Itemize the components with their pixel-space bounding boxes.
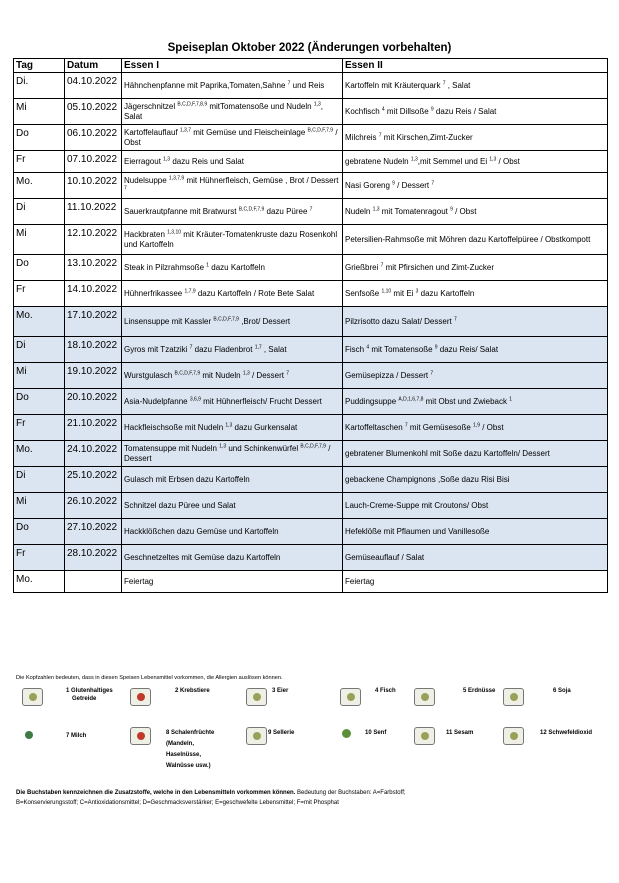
allergen-code: 7 — [124, 184, 127, 191]
meal-text: mit Kräuter-Tomatenkruste dazu Rosenkohl und Kartoffeln — [124, 229, 338, 249]
meal-text: Gulasch mit Erbsen dazu Kartoffeln — [124, 474, 250, 484]
cell-tag: Fr — [14, 545, 65, 571]
allergen-code: 7 — [378, 132, 382, 139]
meal-text: Fisch — [345, 344, 367, 354]
meal-text: mit Kirschen,Zimt-Zucker — [381, 132, 473, 142]
meal-text: / Dessert — [394, 180, 432, 190]
allergen-code: 9 — [450, 206, 453, 213]
allergen-code: B,C,D,F,7,9 — [300, 443, 326, 450]
cell-essen1 — [122, 151, 343, 173]
allergen-code: 4 — [366, 344, 370, 351]
cell-essen1 — [122, 493, 343, 519]
cell-essen1 — [122, 571, 343, 593]
meal-text: Feiertag — [124, 576, 154, 586]
legend-4: 4 Fisch — [375, 688, 396, 694]
table-row — [14, 337, 608, 363]
footer-bold: Die Buchstaben kennzeichnen die Zusatzstoffe, welche in den Lebensmitteln vorkommen können. — [16, 790, 296, 796]
cell-essen1 — [122, 519, 343, 545]
meal-text: Puddingsuppe — [345, 396, 399, 406]
legend-6: 6 Soja — [553, 688, 571, 694]
allergen-code: B,C,D,F,7,9 — [238, 206, 265, 213]
cell-datum: 18.10.2022 — [65, 337, 122, 363]
meal-text: dazu Püree — [264, 206, 310, 216]
cell-datum: 10.10.2022 — [65, 173, 122, 199]
allergen-code: 7 — [286, 370, 289, 377]
cell-essen2 — [343, 363, 608, 389]
cell-datum: 19.10.2022 — [65, 363, 122, 389]
cell-essen2 — [343, 281, 608, 307]
sesame-icon — [414, 727, 435, 745]
meal-text: Jägerschnitzel — [124, 101, 178, 111]
cell-datum: 07.10.2022 — [65, 151, 122, 173]
allergen-code: 1,3 — [242, 370, 250, 377]
allergen-code: 1 — [509, 396, 512, 403]
meal-text: / Obst — [496, 156, 520, 166]
meal-text: Pilzrisotto dazu Salat/ Dessert — [345, 316, 454, 326]
meal-text: Hackbraten — [124, 229, 168, 239]
cell-essen2 — [343, 125, 608, 151]
cell-tag: Fr — [14, 281, 65, 307]
meal-text: Schnitzel dazu Püree und Salat — [124, 500, 236, 510]
allergen-code: 7 — [309, 206, 313, 213]
meal-text: dazu Kartoffeln / Rote Bete Salat — [195, 288, 315, 298]
meal-text: und Reis — [290, 80, 325, 90]
meal-text: Steak in Pilzrahmsoße — [124, 262, 207, 272]
allergen-code: 1,10 — [381, 288, 392, 295]
meal-text: Gyros mit Tzatziki — [124, 344, 190, 354]
cell-essen2 — [343, 73, 608, 99]
allergen-code: A,D,1,6,7,8 — [398, 396, 424, 403]
allergen-code: 1,3,7 — [179, 127, 192, 134]
meal-text: gebratene Nudeln — [345, 156, 411, 166]
cell-datum: 17.10.2022 — [65, 307, 122, 337]
legend-2: 2 Krebstiere — [175, 688, 210, 694]
cell-datum: 05.10.2022 — [65, 99, 122, 125]
cell-datum: 25.10.2022 — [65, 467, 122, 493]
cell-essen2 — [343, 467, 608, 493]
table-row — [14, 571, 608, 593]
egg-icon — [246, 688, 267, 706]
meal-text: Sauerkrautpfanne mit Bratwurst — [124, 206, 239, 216]
table-row — [14, 173, 608, 199]
cell-tag: Di. — [14, 73, 65, 99]
table-row — [14, 255, 608, 281]
meal-text: mit Gemüsesoße — [407, 422, 474, 432]
meal-text: , Salat — [124, 101, 324, 121]
cell-datum: 20.10.2022 — [65, 389, 122, 415]
legend-8-label2: (Mandeln, — [166, 741, 194, 747]
cell-essen1 — [122, 415, 343, 441]
meal-text: / Obst — [452, 206, 477, 216]
meal-text: dazu Reis / Salat — [433, 106, 497, 116]
meal-text: und Schinkenwürfel — [226, 443, 301, 453]
cell-tag: Di — [14, 337, 65, 363]
sulfite-icon — [503, 727, 524, 745]
cell-datum: 24.10.2022 — [65, 441, 122, 467]
cell-essen2 — [343, 493, 608, 519]
cell-tag: Mo. — [14, 307, 65, 337]
meal-text: Hähnchenpfanne mit Paprika,Tomaten,Sahne — [124, 80, 288, 90]
cell-essen2 — [343, 99, 608, 125]
meal-text: Geschnetzeltes mit Gemüse dazu Kartoffeln — [124, 552, 281, 562]
cell-tag: Do — [14, 255, 65, 281]
table-row — [14, 151, 608, 173]
cell-essen2 — [343, 173, 608, 199]
meal-text: mit Nudeln — [200, 370, 243, 380]
table-row — [14, 225, 608, 255]
cell-datum: 27.10.2022 — [65, 519, 122, 545]
allergen-code: 7 — [189, 344, 193, 351]
milk-icon — [22, 728, 36, 742]
legend-8-label4: Walnüsse usw.) — [166, 763, 211, 769]
cell-essen1 — [122, 441, 343, 467]
allergen-code: B,C,D,F,7,9 — [174, 370, 201, 377]
header-essen1: Essen I — [122, 59, 343, 73]
celery-icon — [246, 727, 267, 745]
table-row — [14, 99, 608, 125]
cell-essen2 — [343, 151, 608, 173]
cell-tag: Fr — [14, 151, 65, 173]
cell-tag: Mi — [14, 225, 65, 255]
meal-text: mit Dillsoße — [384, 106, 431, 116]
soy-icon — [503, 688, 524, 706]
meal-text: dazu Kartoffeln — [209, 262, 265, 272]
meal-text: Linsensuppe mit Kassler — [124, 316, 214, 326]
table-header-row — [14, 59, 608, 73]
cell-tag: Mo. — [14, 173, 65, 199]
legend-1-label2: Getreide — [72, 696, 97, 702]
cell-tag: Fr — [14, 415, 65, 441]
allergen-code: 1,3 — [163, 156, 171, 163]
meal-text: dazu Kartoffeln — [418, 288, 475, 298]
meal-text: Kartoffeltaschen — [345, 422, 405, 432]
meal-text: mit Obst und Zwieback — [423, 396, 510, 406]
meal-text: dazu Fladenbrot — [192, 344, 255, 354]
allergen-code: 7 — [287, 80, 291, 87]
legend-5: 5 Erdnüsse — [463, 688, 496, 694]
footer-line-2: B=Konservierungsstoff; C=Antioxidationsmittel; D=Geschmacksverstärker; E=geschwefelte Lebensmittel; F=mit Phosphat — [16, 800, 339, 806]
meal-text: mitTomatensoße und Nudeln — [207, 101, 314, 111]
cell-essen1 — [122, 125, 343, 151]
legend-8 — [166, 729, 214, 770]
cell-essen1 — [122, 363, 343, 389]
meal-text: dazu Reis/ Salat — [437, 344, 499, 354]
meal-text: mit Pfirsichen und Zimt-Zucker — [383, 262, 495, 272]
allergen-code: B,C,D,F,7,9 — [307, 127, 334, 134]
cell-tag: Mi — [14, 363, 65, 389]
header-tag: Tag — [14, 59, 65, 73]
legend-11: 11 Sesam — [446, 730, 474, 736]
cell-essen1 — [122, 467, 343, 493]
meal-text: Kartoffeln mit Kräuterquark — [345, 80, 443, 90]
header-datum: Datum — [65, 59, 122, 73]
allergen-code: 1,3 — [410, 156, 418, 163]
allergen-code: 3,6,9 — [189, 396, 201, 403]
legend-intro: Die Kopfzahlen bedeuten, dass in diesen Speisen Lebensmittel vorkommen, die Allergien auslösen können. — [16, 675, 283, 681]
allergen-code: 7 — [430, 370, 434, 377]
meal-text: Grießbrei — [345, 262, 381, 272]
legend-3: 3 Eier — [272, 688, 289, 694]
meal-text: Hackfleischsoße mit Nudeln — [124, 422, 226, 432]
footer-line1-text: Bedeutung der Buchstaben: A=Farbstoff; — [295, 790, 406, 796]
menu-table — [13, 58, 608, 593]
allergen-code: 9 — [430, 106, 434, 113]
cell-datum: 13.10.2022 — [65, 255, 122, 281]
menu-table-body — [14, 73, 608, 593]
meal-text: gebackene Champignons ,Soße dazu Risi Bisi — [345, 474, 510, 484]
meal-text: Asia-Nudelpfanne — [124, 396, 190, 406]
meal-text: mit Hühnerfleisch/ Frucht Dessert — [200, 396, 322, 406]
cell-essen2 — [343, 545, 608, 571]
meal-text: Gemüsepizza / Dessert — [345, 370, 431, 380]
table-row — [14, 125, 608, 151]
cell-essen2 — [343, 415, 608, 441]
mustard-icon — [340, 727, 361, 745]
meal-text: mit Gemüse und Fleischeinlage — [191, 127, 308, 137]
cell-datum: 12.10.2022 — [65, 225, 122, 255]
meal-text: Hefeklöße mit Pflaumen und Vanillesoße — [345, 526, 490, 536]
allergen-code: 1 — [206, 262, 210, 269]
cell-essen1 — [122, 99, 343, 125]
meal-text: mit Tomatenragout — [379, 206, 451, 216]
meal-text: ,Brot/ Dessert — [238, 316, 291, 326]
table-row — [14, 467, 608, 493]
cell-essen1 — [122, 225, 343, 255]
cell-essen2 — [343, 337, 608, 363]
cell-essen1 — [122, 337, 343, 363]
table-row — [14, 363, 608, 389]
meal-text: Hackklößchen dazu Gemüse und Kartoffeln — [124, 526, 279, 536]
meal-text: Gemüseauflauf / Salat — [345, 552, 425, 562]
meal-text: Wurstgulasch — [124, 370, 175, 380]
legend-1-label: 1 Glutenhaltiges — [66, 688, 113, 694]
allergen-code: 1,3 — [219, 443, 227, 450]
cell-essen2 — [343, 307, 608, 337]
legend-1 — [66, 687, 113, 703]
cell-essen1 — [122, 389, 343, 415]
table-row — [14, 519, 608, 545]
table-row — [14, 281, 608, 307]
cell-datum — [65, 571, 122, 593]
cell-datum: 14.10.2022 — [65, 281, 122, 307]
table-row — [14, 199, 608, 225]
cell-essen1 — [122, 545, 343, 571]
legend-7: 7 Milch — [66, 733, 87, 739]
cell-tag: Do — [14, 519, 65, 545]
meal-text: mit Ei — [391, 288, 416, 298]
page-title: Speiseplan Oktober 2022 (Änderungen vorbehalten) — [167, 42, 452, 54]
meal-text: Nudelsuppe — [124, 175, 169, 185]
meal-text: Eierragout — [124, 156, 164, 166]
cell-datum: 21.10.2022 — [65, 415, 122, 441]
cell-essen2 — [343, 389, 608, 415]
meal-text: mit Hühnerfleisch, Gemüse , Brot / Dessert — [184, 175, 339, 185]
meal-text: Nudeln — [345, 206, 373, 216]
crab-icon — [130, 688, 151, 706]
cell-essen2 — [343, 519, 608, 545]
meal-text: Feiertag — [345, 576, 375, 586]
meal-text: Milchreis — [345, 132, 379, 142]
allergen-code: 4 — [381, 106, 385, 113]
cell-datum: 11.10.2022 — [65, 199, 122, 225]
meal-text: Hühnerfrikassee — [124, 288, 185, 298]
allergen-code: 1,3 — [225, 422, 233, 429]
table-row — [14, 493, 608, 519]
table-row — [14, 415, 608, 441]
allergen-code: B,C,D,F,7,9 — [213, 316, 239, 323]
meal-text: Tomatensuppe mit Nudeln — [124, 443, 220, 453]
meal-text: , Salat — [445, 80, 471, 90]
meal-text: Kochfisch — [345, 106, 382, 116]
allergen-code: 9 — [434, 344, 438, 351]
meal-text: dazu Reis und Salat — [170, 156, 244, 166]
allergen-code: 7 — [380, 262, 384, 269]
footer-line-1 — [16, 790, 406, 796]
fish-icon — [340, 688, 361, 706]
table-row — [14, 307, 608, 337]
cell-essen1 — [122, 173, 343, 199]
cell-essen1 — [122, 73, 343, 99]
allergen-code: 3 — [415, 288, 419, 295]
cell-tag: Mi — [14, 493, 65, 519]
cell-datum: 06.10.2022 — [65, 125, 122, 151]
allergen-code: 1,3 — [372, 206, 380, 213]
allergen-code: 1,3 — [313, 101, 321, 108]
cell-essen1 — [122, 255, 343, 281]
cell-datum: 04.10.2022 — [65, 73, 122, 99]
wheat-icon — [22, 688, 43, 706]
cell-tag: Mi — [14, 99, 65, 125]
cell-tag: Mo. — [14, 441, 65, 467]
table-row — [14, 441, 608, 467]
table-row — [14, 389, 608, 415]
cell-essen2 — [343, 199, 608, 225]
allergen-code: 1,3,10 — [167, 229, 182, 236]
cell-essen2 — [343, 255, 608, 281]
meal-text: gebratener Blumenkohl mit Soße dazu Kartoffeln/ Dessert — [345, 448, 550, 458]
peanut-icon — [414, 688, 435, 706]
allergen-code: 7 — [404, 422, 408, 429]
meal-text: / Dessert — [124, 443, 331, 463]
cell-essen2 — [343, 441, 608, 467]
meal-text: / Obst — [479, 422, 504, 432]
allergen-code: 1,9 — [473, 422, 480, 429]
table-row — [14, 545, 608, 571]
cell-tag: Mo. — [14, 571, 65, 593]
cell-essen1 — [122, 199, 343, 225]
allergen-code: 9 — [392, 180, 395, 187]
meal-text: mit Tomatensoße — [369, 344, 435, 354]
nut-icon — [130, 727, 151, 745]
allergen-code: B,C,D,F,7,8,9 — [177, 101, 208, 108]
allergen-code: 1,3,7,9 — [168, 175, 185, 182]
allergen-code: 7 — [431, 180, 435, 187]
cell-essen2 — [343, 571, 608, 593]
meal-text: / Obst — [124, 127, 338, 147]
table-row — [14, 73, 608, 99]
legend-8-label3: Haselnüsse, — [166, 752, 202, 758]
legend-12: 12 Schwefeldioxid — [540, 730, 593, 736]
allergen-code: 1,7 — [254, 344, 262, 351]
meal-text: , Salat — [261, 344, 287, 354]
meal-text: Petersilien-Rahmsoße mit Möhren dazu Kartoffelpüree / Obstkompott — [345, 234, 591, 244]
cell-tag: Do — [14, 389, 65, 415]
allergen-code: 1,7,9 — [184, 288, 196, 295]
allergen-code: 7 — [453, 316, 457, 323]
cell-essen2 — [343, 225, 608, 255]
cell-datum: 28.10.2022 — [65, 545, 122, 571]
legend-8-label: 8 Schalenfrüchte — [166, 730, 215, 736]
meal-text: Nasi Goreng — [345, 180, 393, 190]
meal-text: Senfsoße — [345, 288, 382, 298]
cell-datum: 26.10.2022 — [65, 493, 122, 519]
header-essen2: Essen II — [343, 59, 608, 73]
meal-text: / Dessert — [249, 370, 287, 380]
cell-tag: Di — [14, 199, 65, 225]
meal-text: ,mit Semmel und Ei — [417, 156, 490, 166]
meal-text: dazu Gurkensalat — [232, 422, 298, 432]
meal-text: Kartoffelauflauf — [124, 127, 180, 137]
cell-tag: Di — [14, 467, 65, 493]
allergen-code: 1,3 — [489, 156, 497, 163]
cell-essen1 — [122, 307, 343, 337]
cell-tag: Do — [14, 125, 65, 151]
legend-10: 10 Senf — [365, 730, 387, 736]
cell-essen1 — [122, 281, 343, 307]
meal-text: Lauch-Creme-Suppe mit Croutons/ Obst — [345, 500, 489, 510]
allergen-code: 7 — [442, 80, 446, 87]
legend-9: 9 Sellerie — [268, 730, 295, 736]
